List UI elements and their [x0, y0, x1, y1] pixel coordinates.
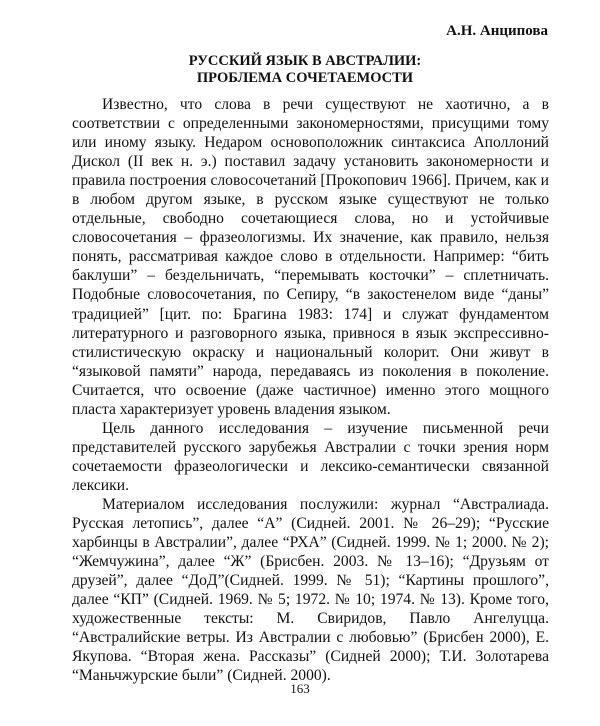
paragraph-research-material: Материалом исследования послужили: журнал “Австралиада. Русская летопись”, далее “А” (Сидней. 2001. № 26–29); “Русские харбинцы в Австралии”, далее “РХА” (Сидней. 1999. № 1; 2000. № 2); “Жемчужина”, далее “Ж” (Брисбен. 2003. № 13–16); “Друзьям от друзей”, далее “ДоД”(Сидней. 1999. № 51); “Картины прошлого”, далее “КП” (Сидней. 1969. № 5; 1972. № 10; 1974. № 13). Кроме того, художественные тексты: М. Свиридов, Павло Ангелуцца. “Австралийские ветры. Из Австралии с любовью” (Брисбен 2000), Е. Якупова. “Вторая жена. Рассказы” (Сидней 2000); Т.И. Золотарева “Маньчжурские были” (Сидней. 2000).	[72, 495, 549, 685]
paragraph-introduction: Известно, что слова в речи существуют не хаотично, а в соответствии с определенными закономерностями, присущими тому или иному языку. Недаром основоположник синтаксиса Аполлоний Дискол (II век н. э.) поставил задачу установить закономерности и правила построения словосочетаний [Прокопович 1966]. Причем, как и в любом другом языке, в русском языке существуют не только отдельные, свободно сочетающиеся слова, но и устойчивые словосочетания – фразеологизмы. Их значение, как правило, нельзя понять, рассматривая каждое слово в отдельности. Например: “бить баклуши” – бездельничать, “перемывать косточки” – сплетничать. Подобные словосочетания, по Сепиру, “в закостенелом виде “даны” традицией” [цит. по: Брагина 1983: 174] и служат фундаментом литературного и разговорного языка, привнося в язык экспрессивно-стилистическую окраску и национальный колорит. Они живут в “языковой памяти” народа, передаваясь из поколения в поколение. Считается, что освоение (даже частичное) именно этого мощного пласта характеризует уровень владения языком.	[72, 96, 549, 418]
article-title	[90, 53, 520, 87]
article-body	[72, 95, 549, 685]
title-line-1: РУССКИЙ ЯЗЫК В АВСТРАЛИИ:	[188, 53, 422, 69]
author-name: А.Н. Анципова	[446, 23, 548, 39]
page-number: 163	[290, 681, 310, 696]
title-line-2: ПРОБЛЕМА СОЧЕТАЕМОСТИ	[196, 70, 414, 86]
paragraph-research-goal: Цель данного исследования – изучение письменной речи представителей русского зарубежья Австралии с точки зрения норм сочетаемости фразеологически и лексико-семантически связанной лексики.	[72, 419, 549, 494]
